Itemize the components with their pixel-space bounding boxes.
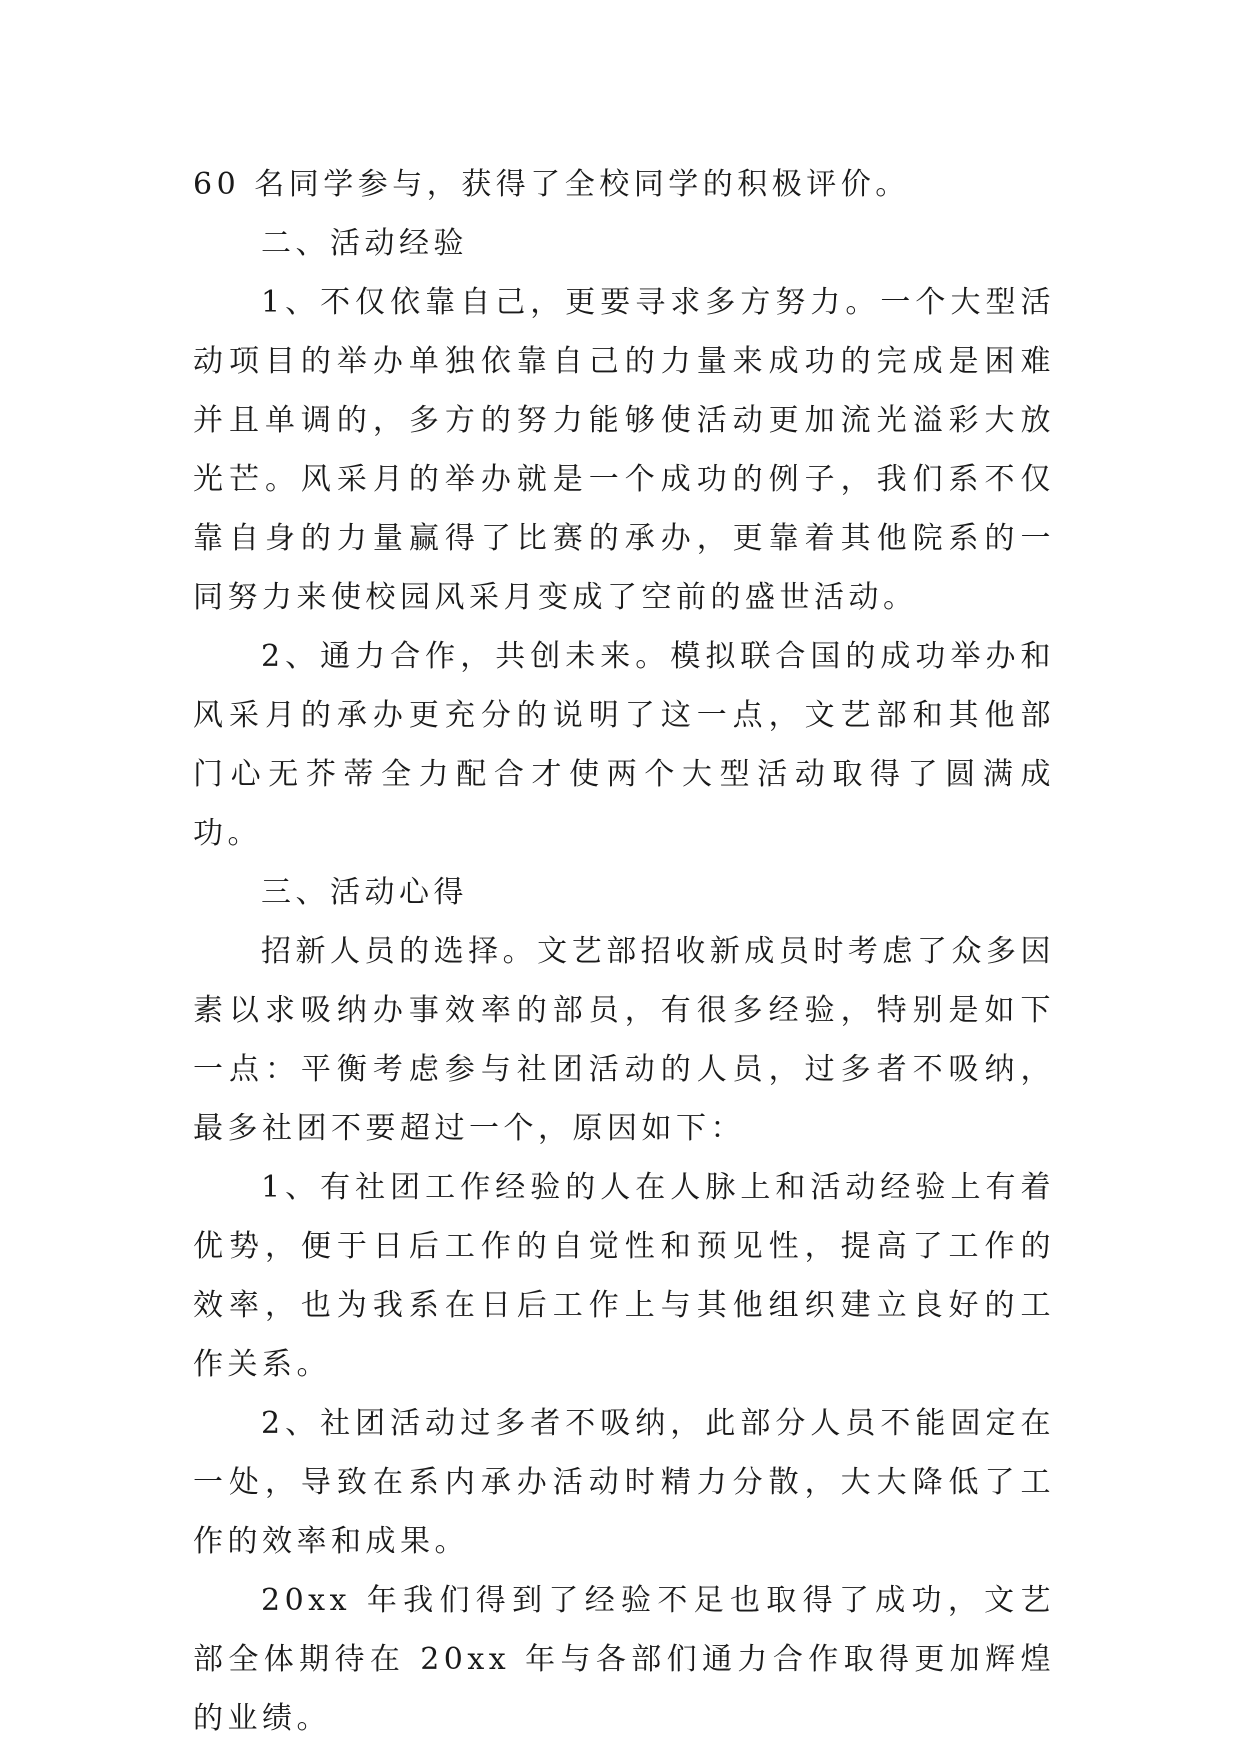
paragraph-reason-1: 1、有社团工作经验的人在人脉上和活动经验上有着优势，便于日后工作的自觉性和预见性，提高了工作的效率，也为我系在日后工作上与其他组织建立良好的工作关系。 — [193, 1170, 1055, 1382]
paragraph-closing: 20xx 年我们得到了经验不足也取得了成功，文艺部全体期待在 20xx 年与各部们通力合作取得更加辉煌的业绩。 — [193, 1583, 1055, 1736]
paragraph-recruitment: 招新人员的选择。文艺部招收新成员时考虑了众多因素以求吸纳办事效率的部员，有很多经验，特别是如下一点：平衡考虑参与社团活动的人员，过多者不吸纳，最多社团不要超过一个，原因如下： — [193, 934, 1055, 1146]
paragraph-reason-2: 2、社团活动过多者不吸纳，此部分人员不能固定在一处，导致在系内承办活动时精力分散，大大降低了工作的效率和成果。 — [193, 1406, 1055, 1559]
section-heading-activity-insights: 三、活动心得 — [261, 875, 468, 910]
paragraph-intro-continuation: 60 名同学参与，获得了全校同学的积极评价。 — [193, 167, 910, 202]
section-heading-activity-experience: 二、活动经验 — [261, 226, 468, 261]
document-page — [193, 155, 1055, 1748]
paragraph-experience-1: 1、不仅依靠自己，更要寻求多方努力。一个大型活动项目的举办单独依靠自己的力量来成功的完成是困难并且单调的，多方的努力能够使活动更加流光溢彩大放光芒。风采月的举办就是一个成功的例子，我们系不仅靠自身的力量赢得了比赛的承办，更靠着其他院系的一同努力来使校园风采月变成了空前的盛世活动。 — [193, 285, 1055, 615]
paragraph-experience-2: 2、通力合作，共创未来。模拟联合国的成功举办和风采月的承办更充分的说明了这一点，文艺部和其他部门心无芥蒂全力配合才使两个大型活动取得了圆满成功。 — [193, 639, 1055, 851]
